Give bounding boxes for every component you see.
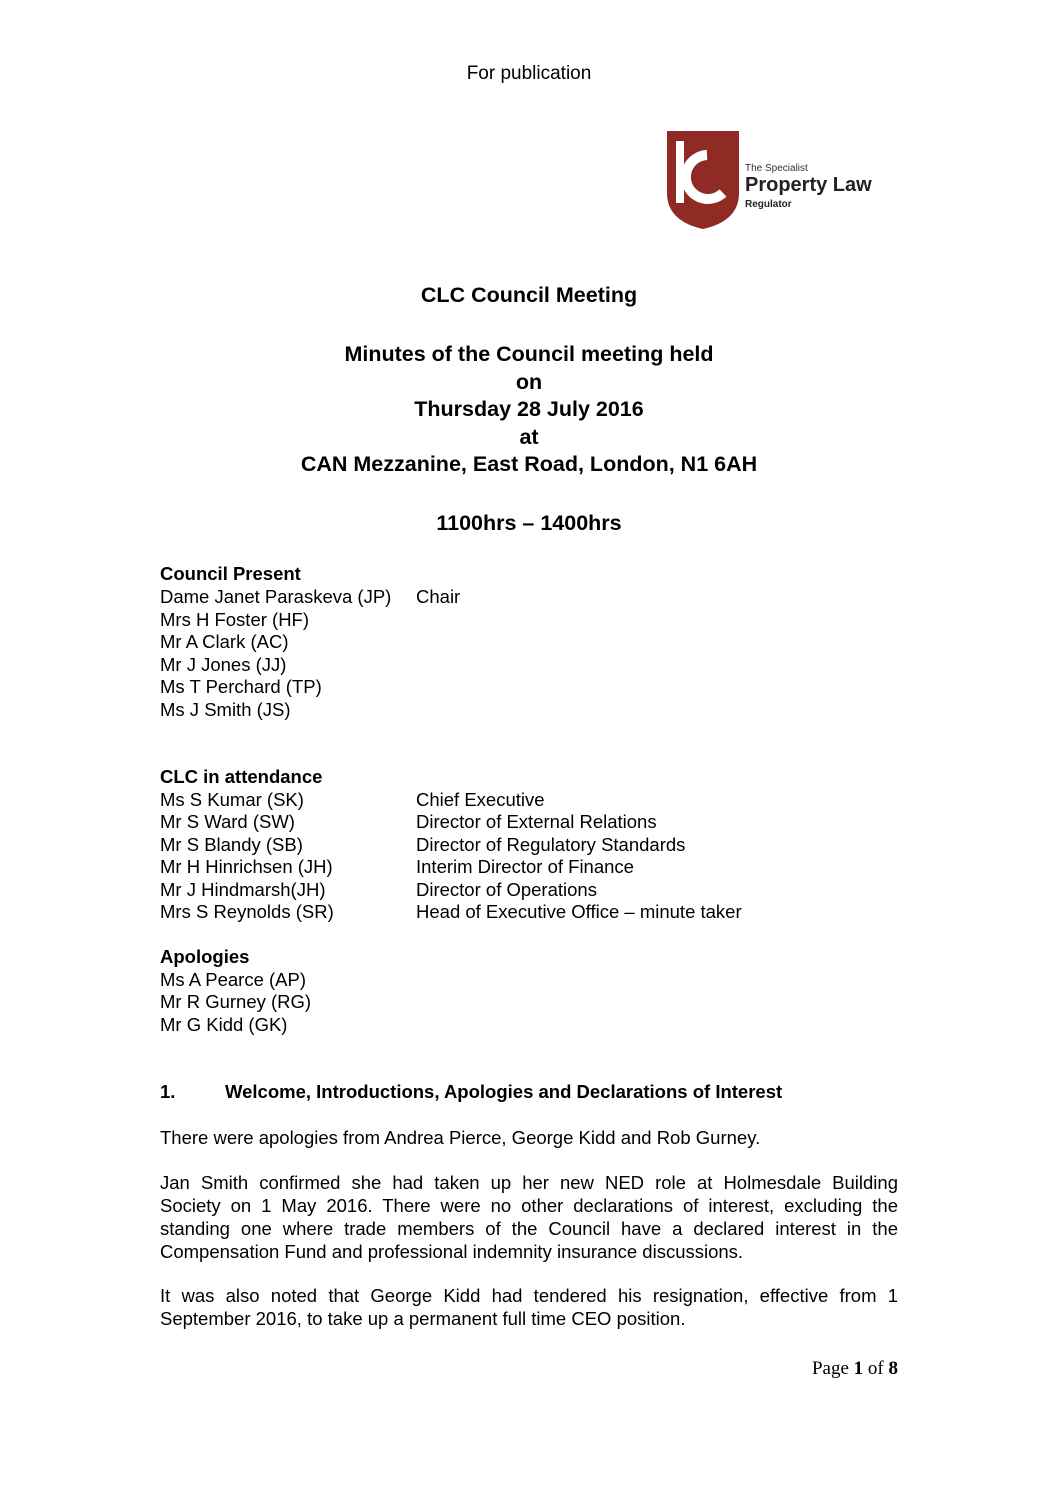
- paragraph-line: There were apologies from Andrea Pierce, George Kidd and Rob Gurney.: [160, 1127, 761, 1148]
- attendee-name: Mrs S Reynolds (SR): [160, 901, 334, 922]
- council-member: Mr A Clark (AC): [160, 631, 289, 652]
- council-member: Ms J Smith (JS): [160, 699, 291, 720]
- paragraph-line: September 2016, to take up a permanent full time CEO position.: [160, 1308, 686, 1329]
- paragraph-line: Compensation Fund and professional indemnity insurance discussions.: [160, 1241, 744, 1262]
- clc-logo: [667, 131, 897, 231]
- attendee-role: Director of Operations: [416, 879, 597, 900]
- council-member-role: Chair: [416, 586, 461, 607]
- total-pages: 8: [888, 1358, 898, 1379]
- minutes-title-line-1: Minutes of the Council meeting held: [344, 342, 714, 366]
- apologies-heading: Apologies: [160, 946, 250, 967]
- apology-name: Mr R Gurney (RG): [160, 991, 312, 1012]
- item-paragraph: [160, 1284, 898, 1330]
- attendee-role: Head of Executive Office – minute taker: [416, 901, 742, 922]
- attendance-heading: CLC in attendance: [160, 766, 323, 787]
- council-present-heading: Council Present: [160, 563, 301, 584]
- minutes-title-line-2: on: [515, 370, 543, 394]
- publication-note: For publication: [466, 63, 592, 84]
- paragraph-line: It was also noted that George Kidd had tendered his resignation, effective from 1: [160, 1285, 898, 1306]
- item-number: 1.: [160, 1081, 176, 1102]
- meeting-time: 1100hrs – 1400hrs: [436, 511, 622, 535]
- current-page: 1: [853, 1358, 864, 1379]
- paragraph-line: Society on 1 May 2016. There were no other declarations of interest, excluding the: [160, 1195, 898, 1216]
- page-label: Page: [811, 1358, 854, 1379]
- apology-name: Ms A Pearce (AP): [160, 969, 306, 990]
- attendee-role: Interim Director of Finance: [416, 856, 634, 877]
- council-member: Mr J Jones (JJ): [160, 654, 287, 675]
- minutes-title-line-5: CAN Mezzanine, East Road, London, N1 6AH: [300, 452, 758, 476]
- minutes-title-line-3: Thursday 28 July 2016: [414, 397, 644, 421]
- logo-name: Property Law: [745, 174, 872, 196]
- logo-tagline: The Specialist: [745, 163, 808, 174]
- logo-subtitle: Regulator: [745, 199, 792, 210]
- minutes-title-line-4: at: [519, 425, 539, 449]
- attendee-name: Mr H Hinrichsen (JH): [160, 856, 333, 877]
- council-member: Ms T Perchard (TP): [160, 676, 322, 697]
- paragraph-line: standing one where trade members of the Council have a declared interest in the: [160, 1218, 898, 1239]
- apology-name: Mr G Kidd (GK): [160, 1014, 288, 1035]
- item-paragraph: [160, 1126, 898, 1149]
- attendee-role: Director of External Relations: [416, 811, 657, 832]
- paragraph-line: Jan Smith confirmed she had taken up her new NED role at Holmesdale Building: [160, 1172, 898, 1193]
- council-member: Mrs H Foster (HF): [160, 609, 310, 630]
- attendee-name: Mr S Blandy (SB): [160, 834, 303, 855]
- attendee-name: Ms S Kumar (SK): [160, 789, 304, 810]
- council-member: Dame Janet Paraskeva (JP): [160, 586, 392, 607]
- clc-logo-mark-icon: [667, 131, 739, 229]
- attendee-name: Mr J Hindmarsh(JH): [160, 879, 326, 900]
- item-title: Welcome, Introductions, Apologies and Declarations of Interest: [225, 1081, 783, 1102]
- attendee-role: Chief Executive: [416, 789, 545, 810]
- meeting-title: CLC Council Meeting: [420, 283, 638, 307]
- page-of-label: of: [863, 1358, 889, 1379]
- attendee-name: Mr S Ward (SW): [160, 811, 295, 832]
- page-number: [812, 1358, 898, 1380]
- item-paragraph: [160, 1171, 898, 1263]
- attendee-role: Director of Regulatory Standards: [416, 834, 686, 855]
